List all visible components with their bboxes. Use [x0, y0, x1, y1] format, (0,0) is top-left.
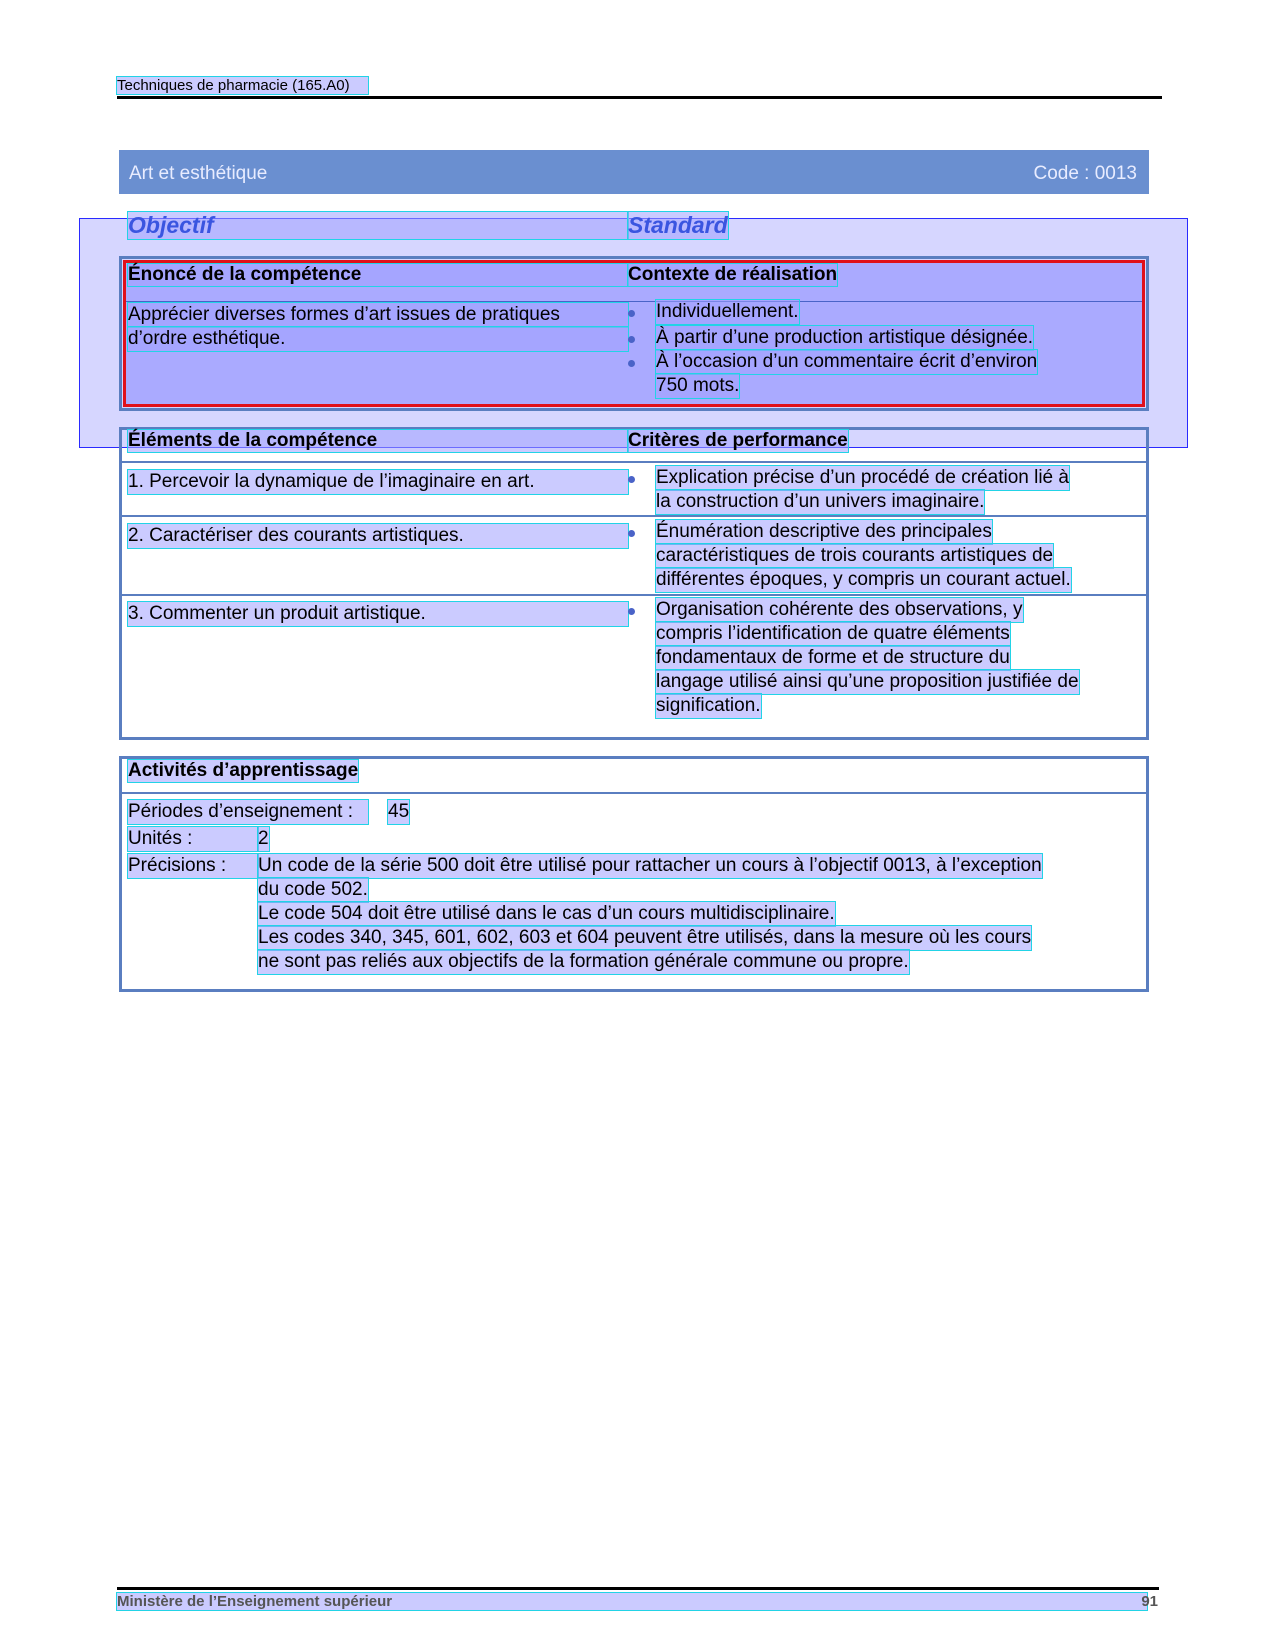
criterion-line: fondamentaux de forme et de structure du [656, 647, 1010, 668]
footer-ministry: Ministère de l’Enseignement supérieur [117, 1593, 1147, 1610]
context-heading: Contexte de réalisation [628, 264, 838, 285]
statement-line: d’ordre esthétique. [128, 327, 628, 351]
criterion-line: Explication précise d’un procédé de création lié à [656, 467, 1069, 488]
course-code: Code : 0013 [1033, 163, 1137, 184]
activities-heading: Activités d’apprentissage [128, 760, 359, 781]
element-item: 2. Caractériser des courants artistiques. [128, 524, 628, 548]
activities-divider [122, 792, 1146, 794]
header-divider [117, 96, 1162, 99]
bullet-icon [628, 336, 635, 343]
details-line: du code 502. [258, 879, 368, 900]
units-value: 2 [258, 828, 269, 849]
context-item: À l’occasion d’un commentaire écrit d’environ [656, 351, 1038, 372]
competence-divider [126, 301, 1142, 302]
bullet-icon [628, 476, 635, 483]
units-label: Unités : [128, 827, 258, 851]
bullet-icon [628, 608, 635, 615]
document-program-title: Techniques de pharmacie (165.A0) [117, 77, 368, 94]
element-item: 1. Percevoir la dynamique de l’imaginaire en art. [128, 470, 628, 494]
criterion-line: langage utilisé ainsi qu’une proposition justifiée de [656, 671, 1079, 692]
criterion-line: différentes époques, y compris un courant actuel. [656, 569, 1071, 590]
details-label: Précisions : [128, 854, 258, 878]
details-line: Un code de la série 500 doit être utilisé pour rattacher un cours à l’objectif 0013, à l’exception [258, 855, 1042, 876]
course-title-bar [119, 150, 1149, 194]
details-line: Les codes 340, 345, 601, 602, 603 et 604 peuvent être utilisés, dans la mesure où les cours [258, 927, 1032, 948]
criterion-line: Énumération descriptive des principales [656, 521, 992, 542]
objective-heading: Objectif [128, 212, 628, 239]
context-item: 750 mots. [656, 375, 740, 396]
criterion-line: signification. [656, 695, 761, 716]
criterion-line: Organisation cohérente des observations, y [656, 599, 1023, 620]
periods-label: Périodes d’enseignement : [128, 800, 368, 824]
criterion-line: caractéristiques de trois courants artistiques de [656, 545, 1054, 566]
bullet-icon [628, 310, 635, 317]
details-line: Le code 504 doit être utilisé dans le cas d’un cours multidisciplinaire. [258, 903, 835, 924]
criteria-heading: Critères de performance [628, 430, 848, 451]
row-divider [122, 594, 1146, 596]
context-item: À partir d’une production artistique désignée. [656, 327, 1034, 348]
statement-heading: Énoncé de la compétence [128, 264, 628, 286]
footer-divider [117, 1587, 1159, 1590]
bullet-icon [628, 360, 635, 367]
standard-heading: Standard [628, 212, 728, 238]
course-title: Art et esthétique [129, 163, 268, 184]
context-item: Individuellement. [656, 301, 799, 322]
bullet-icon [628, 530, 635, 537]
page-number: 91 [1141, 1593, 1158, 1610]
periods-value: 45 [388, 801, 410, 822]
row-divider [122, 461, 1146, 463]
criterion-line: compris l’identification de quatre éléments [656, 623, 1010, 644]
details-line: ne sont pas reliés aux objectifs de la formation générale commune ou propre. [258, 951, 909, 972]
row-divider [122, 515, 1146, 517]
elements-heading: Éléments de la compétence [128, 430, 628, 452]
statement-line: Apprécier diverses formes d’art issues de pratiques [128, 303, 628, 327]
criterion-line: la construction d’un univers imaginaire. [656, 491, 985, 512]
element-item: 3. Commenter un produit artistique. [128, 602, 628, 626]
